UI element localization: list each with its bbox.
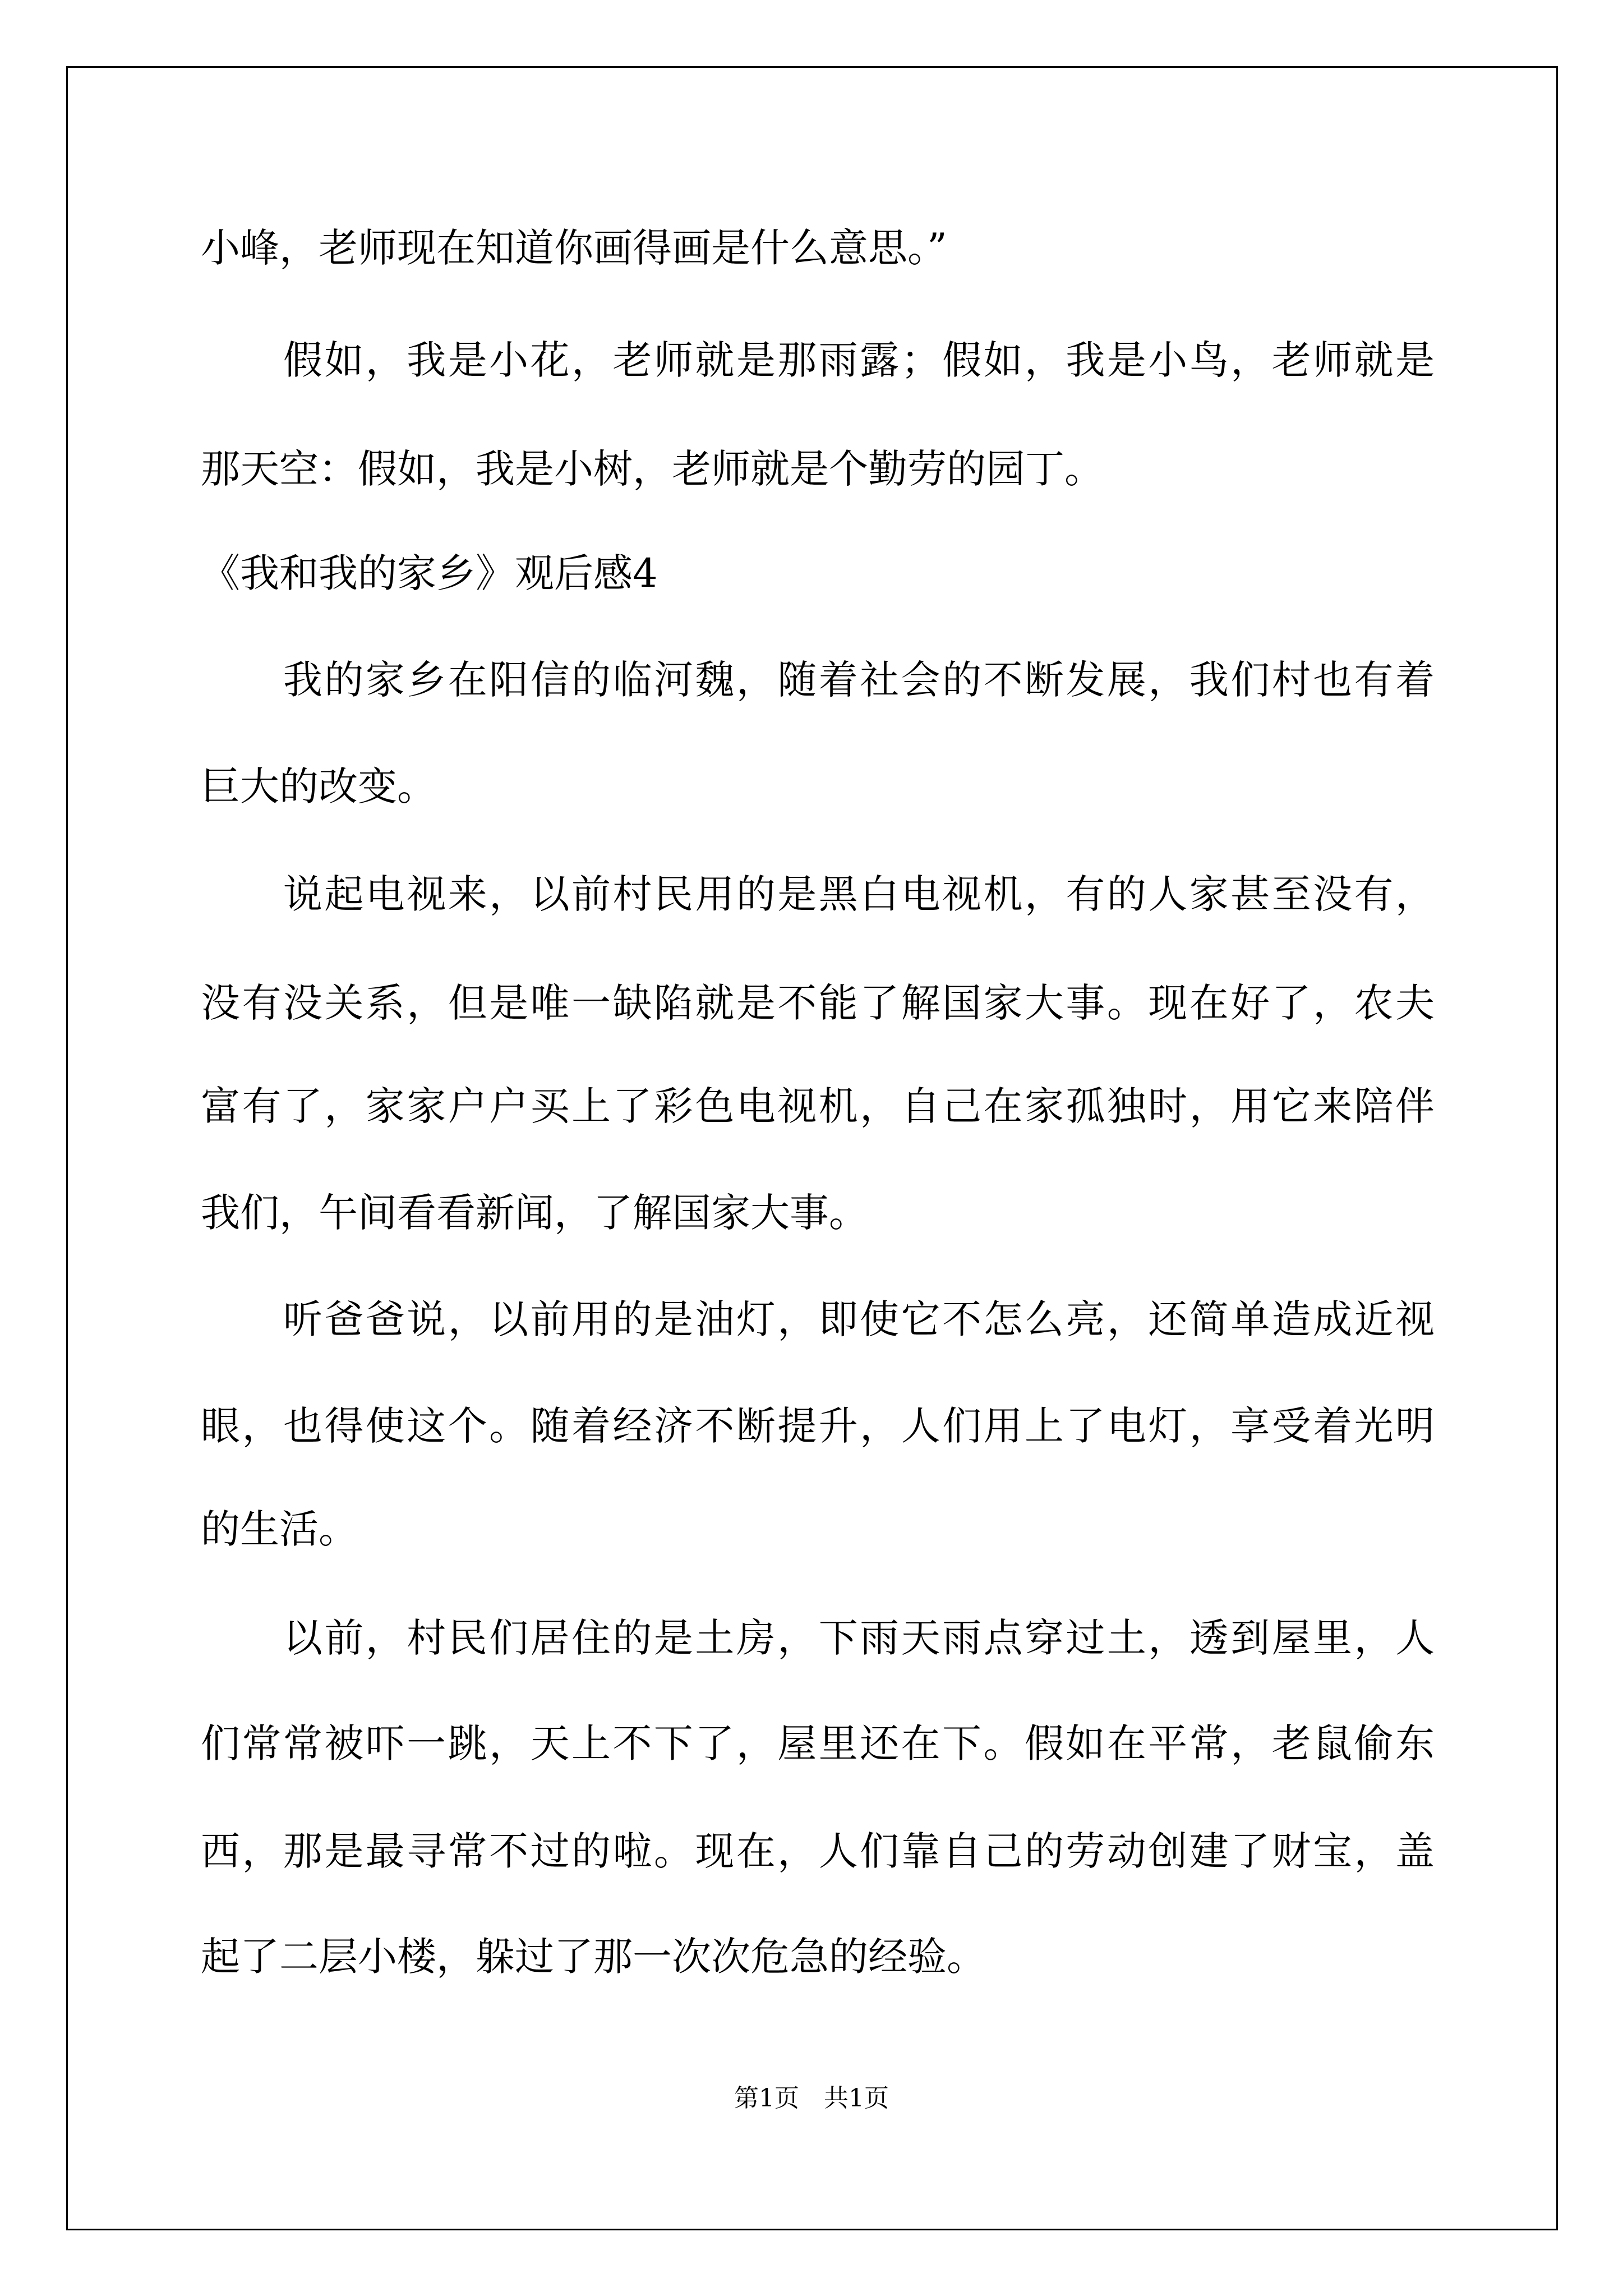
- text-line: 以前，村民们居住的是土房，下雨天雨点穿过土，透到屋里，人: [201, 1615, 1435, 1661]
- text-line: 西，那是最寻常不过的啦。现在，人们靠自己的劳动创建了财宝，盖: [201, 1828, 1435, 1874]
- text-line: 我的家乡在阳信的临河魏，随着社会的不断发展，我们村也有着: [201, 657, 1435, 703]
- text-line: 眼，也得使这个。随着经济不断提升，人们用上了电灯，享受着光明: [201, 1403, 1435, 1449]
- page-number: 第1页 共1页: [734, 2084, 889, 2113]
- text-line: 没有没关系，但是唯一缺陷就是不能了解国家大事。现在好了，农夫: [201, 980, 1435, 1026]
- section-heading: 《我和我的家乡》观后感4: [201, 550, 658, 596]
- text-line: 们常常被吓一跳，天上不下了，屋里还在下。假如在平常，老鼠偷东: [201, 1720, 1435, 1766]
- text-line: 那天空：假如，我是小树，老师就是个勤劳的园丁。: [201, 446, 1104, 492]
- text-line: 起了二层小楼，躲过了那一次次危急的经验。: [201, 1934, 986, 1980]
- text-line: 说起电视来，以前村民用的是黑白电视机，有的人家甚至没有，: [201, 871, 1435, 917]
- text-line: 听爸爸说，以前用的是油灯，即使它不怎么亮，还简单造成近视: [201, 1296, 1435, 1342]
- text-line: 巨大的改变。: [201, 763, 436, 809]
- text-line: 小峰，老师现在知道你画得画是什么意思。”: [201, 225, 947, 271]
- text-line: 假如，我是小花，老师就是那雨露；假如，我是小鸟，老师就是: [201, 337, 1435, 383]
- text-line: 的生活。: [201, 1506, 358, 1552]
- text-line: 我们，午间看看新闻，了解国家大事。: [201, 1190, 868, 1236]
- page-border: [66, 66, 1558, 2230]
- text-line: 富有了，家家户户买上了彩色电视机，自己在家孤独时，用它来陪伴: [201, 1083, 1435, 1129]
